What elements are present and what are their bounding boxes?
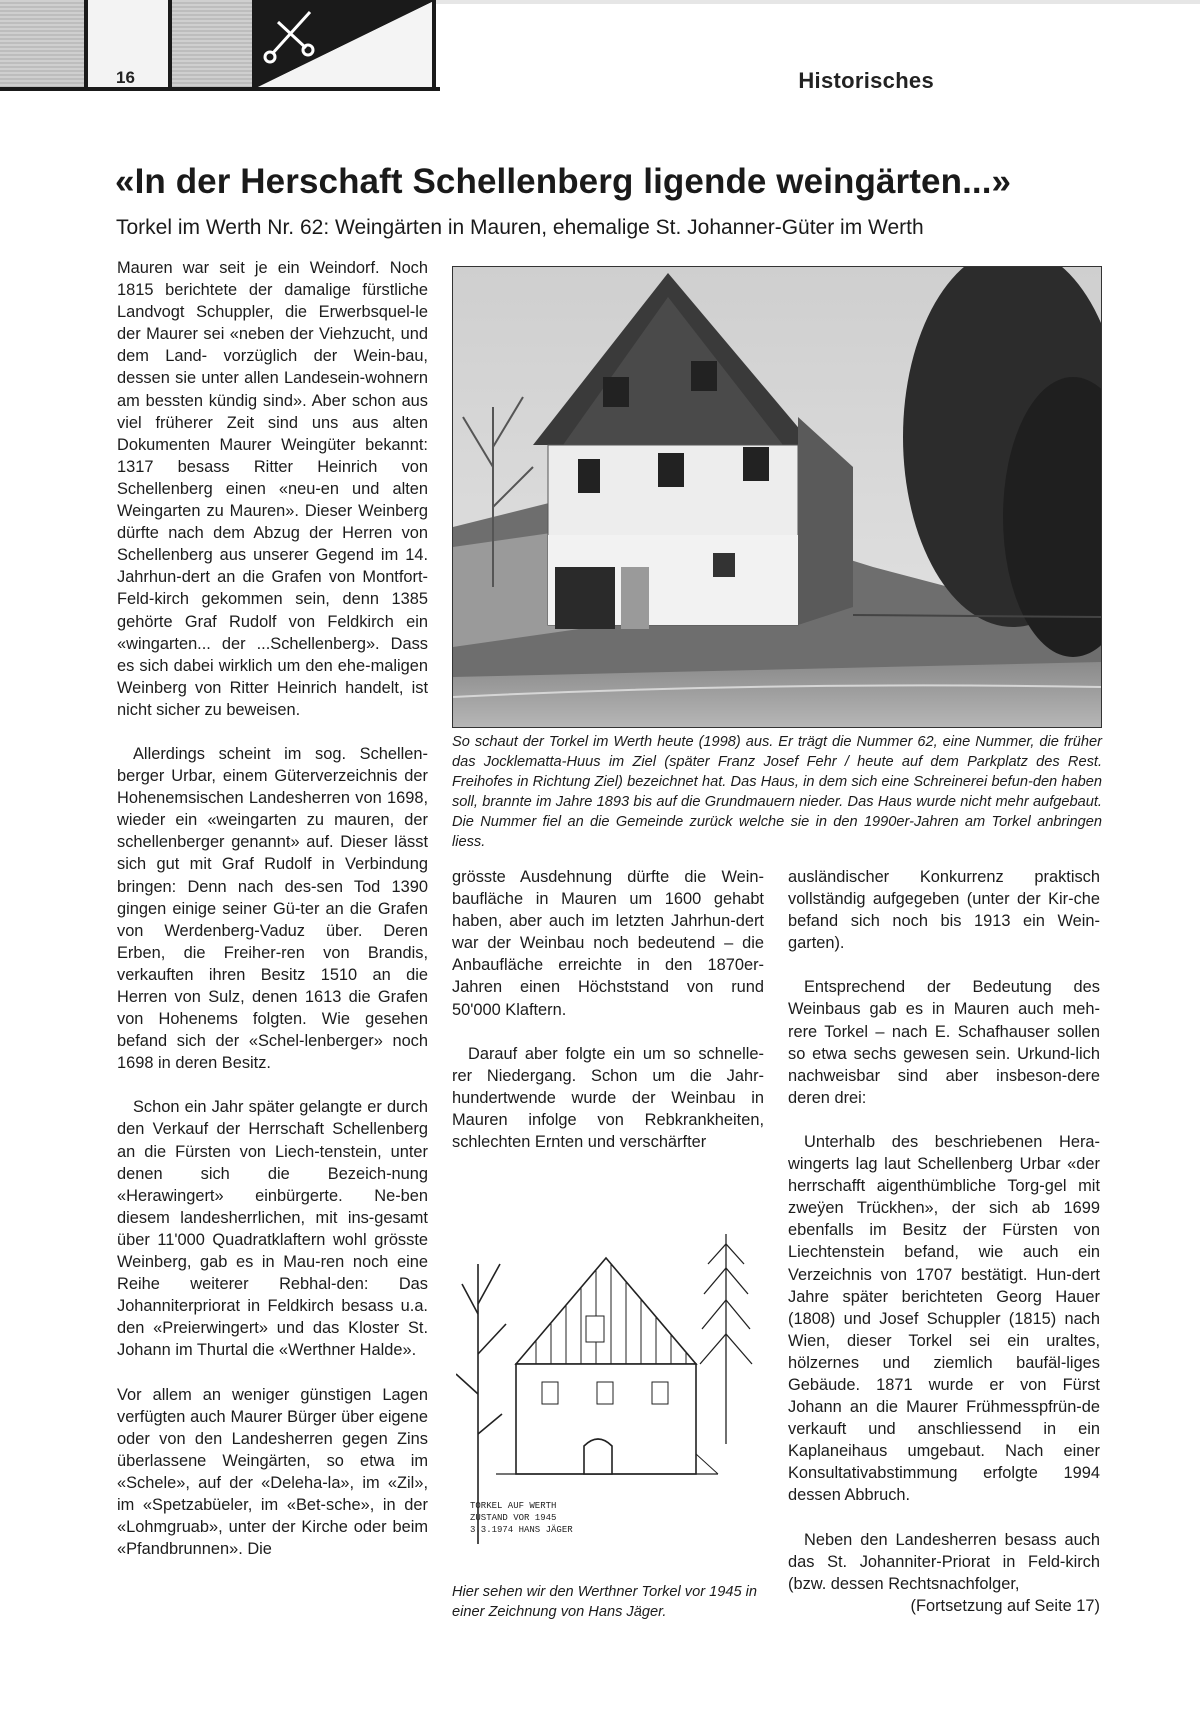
header-grey-block	[0, 0, 84, 88]
photo-caption: So schaut der Torkel im Werth heute (1998) aus. Er trägt die Nummer 62, eine Nummer, die früher das Jocklematta-Huus im Ziel (später Franz Josef Fehr / heute auf dem Parkplatz des Rest. Freihofes in Richtung Ziel) bezeichnet hat. Das Haus, in dem sich eine Schreinerei befun-den haben soll, brannte im Jahre 1893 bis auf die Grundmauern nieder. Das Haus wurde nicht mehr aufgebaut. Die Nummer fiel an die Gemeinde zurück welche sie in den 1990er-Jahren am Torkel anbringen liess.	[452, 734, 1102, 850]
header-grey-block	[172, 0, 252, 88]
paragraph: Unterhalb des beschriebenen Hera-wingerts lag laut Schellenberg Urbar «der herrschafft aigenthümbliche Torg-gel mit zweÿen Trückhen», der sich ab 1699 ebenfalls im Besitz der Fürsten von Liechtenstein befand, wie auch ein Verzeichnis von 1707 bestätigt. Hun-dert Jahre später berichteten Georg Hauer (1808) und Josef Schuppler (1815) nach Wien, dieser Torkel sei ein uraltes, hölzernes und ziemlich baufäl-liges Gebäude. 1871 wurde er von Fürst Johann an die Maurer Frühmesspfrün-de verkauft und anschliessend in ein Kaplaneihaus umgebaut. Nach einer Konsultativabstimmung erfolgte 1994 dessen Abbruch.	[788, 1132, 1100, 1505]
torkel-sketch	[456, 1224, 756, 1564]
torkel-photo	[452, 266, 1102, 728]
sketch-label-line: ZUSTAND VOR 1945	[470, 1513, 557, 1523]
paragraph: Mauren war seit je ein Weindorf. Noch 1815 berichtete der damalige fürstliche Landvogt Schuppler, die Erwerbsquel-le der Maurer sei «neben der Viehzucht, und dem Land- vorzüglich der Wein-bau, dessen sie unter allen Landesein-wohnern am bessten kündig sind». Aber schon aus viel früherer Zeit sind uns aus alten Dokumenten Maurer Weingüter bekannt: 1317 besass Ritter Heinrich von Schellenberg einen «neu-en und alten Weingarten zu Mauren». Dieser Weinberg dürfte nach dem Abzug der Herren von Schellenberg aus unserer Gegend im 14. Jahrhun-dert an die Grafen von Montfort-Feld-kirch gekommen sein, denn 1385 gehörte Graf Rudolf von Feldkirch ein «wingarten... der ...Schellenberg». Dass es sich dabei wirklich um den ehe-maligen Weinberg von Ritter Heinrich handelt, ist nicht sicher zu beweisen.	[117, 259, 428, 719]
column-1	[117, 257, 428, 1560]
sketch-caption: Hier sehen wir den Werthner Torkel vor 1945 in einer Zeichnung von Hans Jäger.	[452, 1584, 758, 1620]
sketch-label-line: 3.3.1974 HANS JÄGER	[470, 1525, 573, 1535]
article-title: «In der Herschaft Schellenberg ligende weingärten...»	[115, 162, 1012, 201]
sketch-label-line: TORKEL AUF WERTH	[470, 1501, 557, 1511]
paragraph: Neben den Landesherren besass auch das St. Johanniter-Priorat in Feld-kirch (bzw. dessen Rechtsnachfolger,	[788, 1530, 1100, 1593]
header-divider	[432, 0, 436, 90]
continuation-note: (Fortsetzung auf Seite 17)	[910, 1596, 1100, 1615]
paragraph: Entsprechend der Bedeutung des Weinbaus gab es in Mauren auch meh-rere Torkel – nach E. Schafhauser sollen so etwa sechs gewesen sein. Urkund-lich nachweisbar sind aber insbeson-dere deren drei:	[788, 978, 1100, 1107]
paragraph: Schon ein Jahr später gelangte er durch den Verkauf der Herrschaft Schellenberg an die Fürsten von Liech-tenstein, unter denen sich die Bezeich-nung «Herawingert» einbürgerte. Ne-ben diesem landesherrlichen, mit ins-gesamt über 11'000 Quadratklaftern wohl grösste Weinberg, gab es in Mau-ren noch eine Reihe weiterer Rebhal-den: Das Johanniterpriorat in Feldkirch besass u.a. den «Preierwingert» und das Kloster St. Johann im Thurtal die «Werthner Halde».	[117, 1098, 428, 1360]
paragraph: Allerdings scheint im sog. Schellen-berger Urbar, einem Güterverzeichnis der Hohenemsischen Landesherren von 1698, wieder ein «weingarten zu mauren, der schellenberger genannt» auf. Dieser lässt sich gut mit Graf Rudolf in Verbindung bringen: Denn nach des-sen Tod 1390 gingen einige seiner Gü-ter an die Grafen von Werdenberg-Vaduz über. Deren Erben, die Freiher-ren von Brandis, verkauften ihren Besitz 1510 an die Herren von Sulz, denen 1613 die Grafen von Hohenems folgten. Wie gesehen befand sich der «Schel-lenberger» noch 1698 in deren Besitz.	[117, 744, 428, 1073]
page-number: 16	[116, 68, 135, 87]
house-photo-illustration	[453, 267, 1101, 727]
paragraph: Darauf aber folgte ein um so schnelle-rer Niedergang. Schon um die Jahr-hundertwende wurde der Weinbau in Mauren infolge von Rebkrankheiten, schlechten Ernten und verschärfter	[452, 1044, 764, 1152]
coat-of-arms-banner	[256, 0, 436, 88]
header-baseline	[0, 87, 440, 91]
column-3	[788, 866, 1100, 1617]
paragraph: ausländischer Konkurrenz praktisch vollständig aufgegeben (unter der Kir-che befand sich noch bis 1913 ein Wein-garten).	[788, 868, 1100, 953]
section-title: Historisches	[798, 68, 934, 93]
page-header	[0, 0, 1200, 93]
paragraph: grösste Ausdehnung dürfte die Wein-baufläche in Mauren um 1600 gehabt haben, aber auch im letzten Jahrhun-dert war der Weinbau noch bedeutend – die Anbaufläche erreichte in den 1870er-Jahren einen Höchststand von rund 50'000 Klaftern.	[452, 868, 764, 1019]
article-subtitle: Torkel im Werth Nr. 62: Weingärten in Mauren, ehemalige St. Johanner-Güter im Werth	[116, 216, 924, 239]
column-2	[452, 866, 764, 1153]
paragraph: Vor allem an weniger günstigen Lagen verfügten auch Maurer Bürger über eigene oder von den Landesherren gegen Zins überlassene Weingärten, so etwa im «Schele», auf der «Deleha-la», im «Zil», im «Spetzabüeler, im «Bet-sche», in der «Lohmgruab», unter der Kirche oder beim «Pfandbrunnen». Die	[117, 1385, 428, 1559]
